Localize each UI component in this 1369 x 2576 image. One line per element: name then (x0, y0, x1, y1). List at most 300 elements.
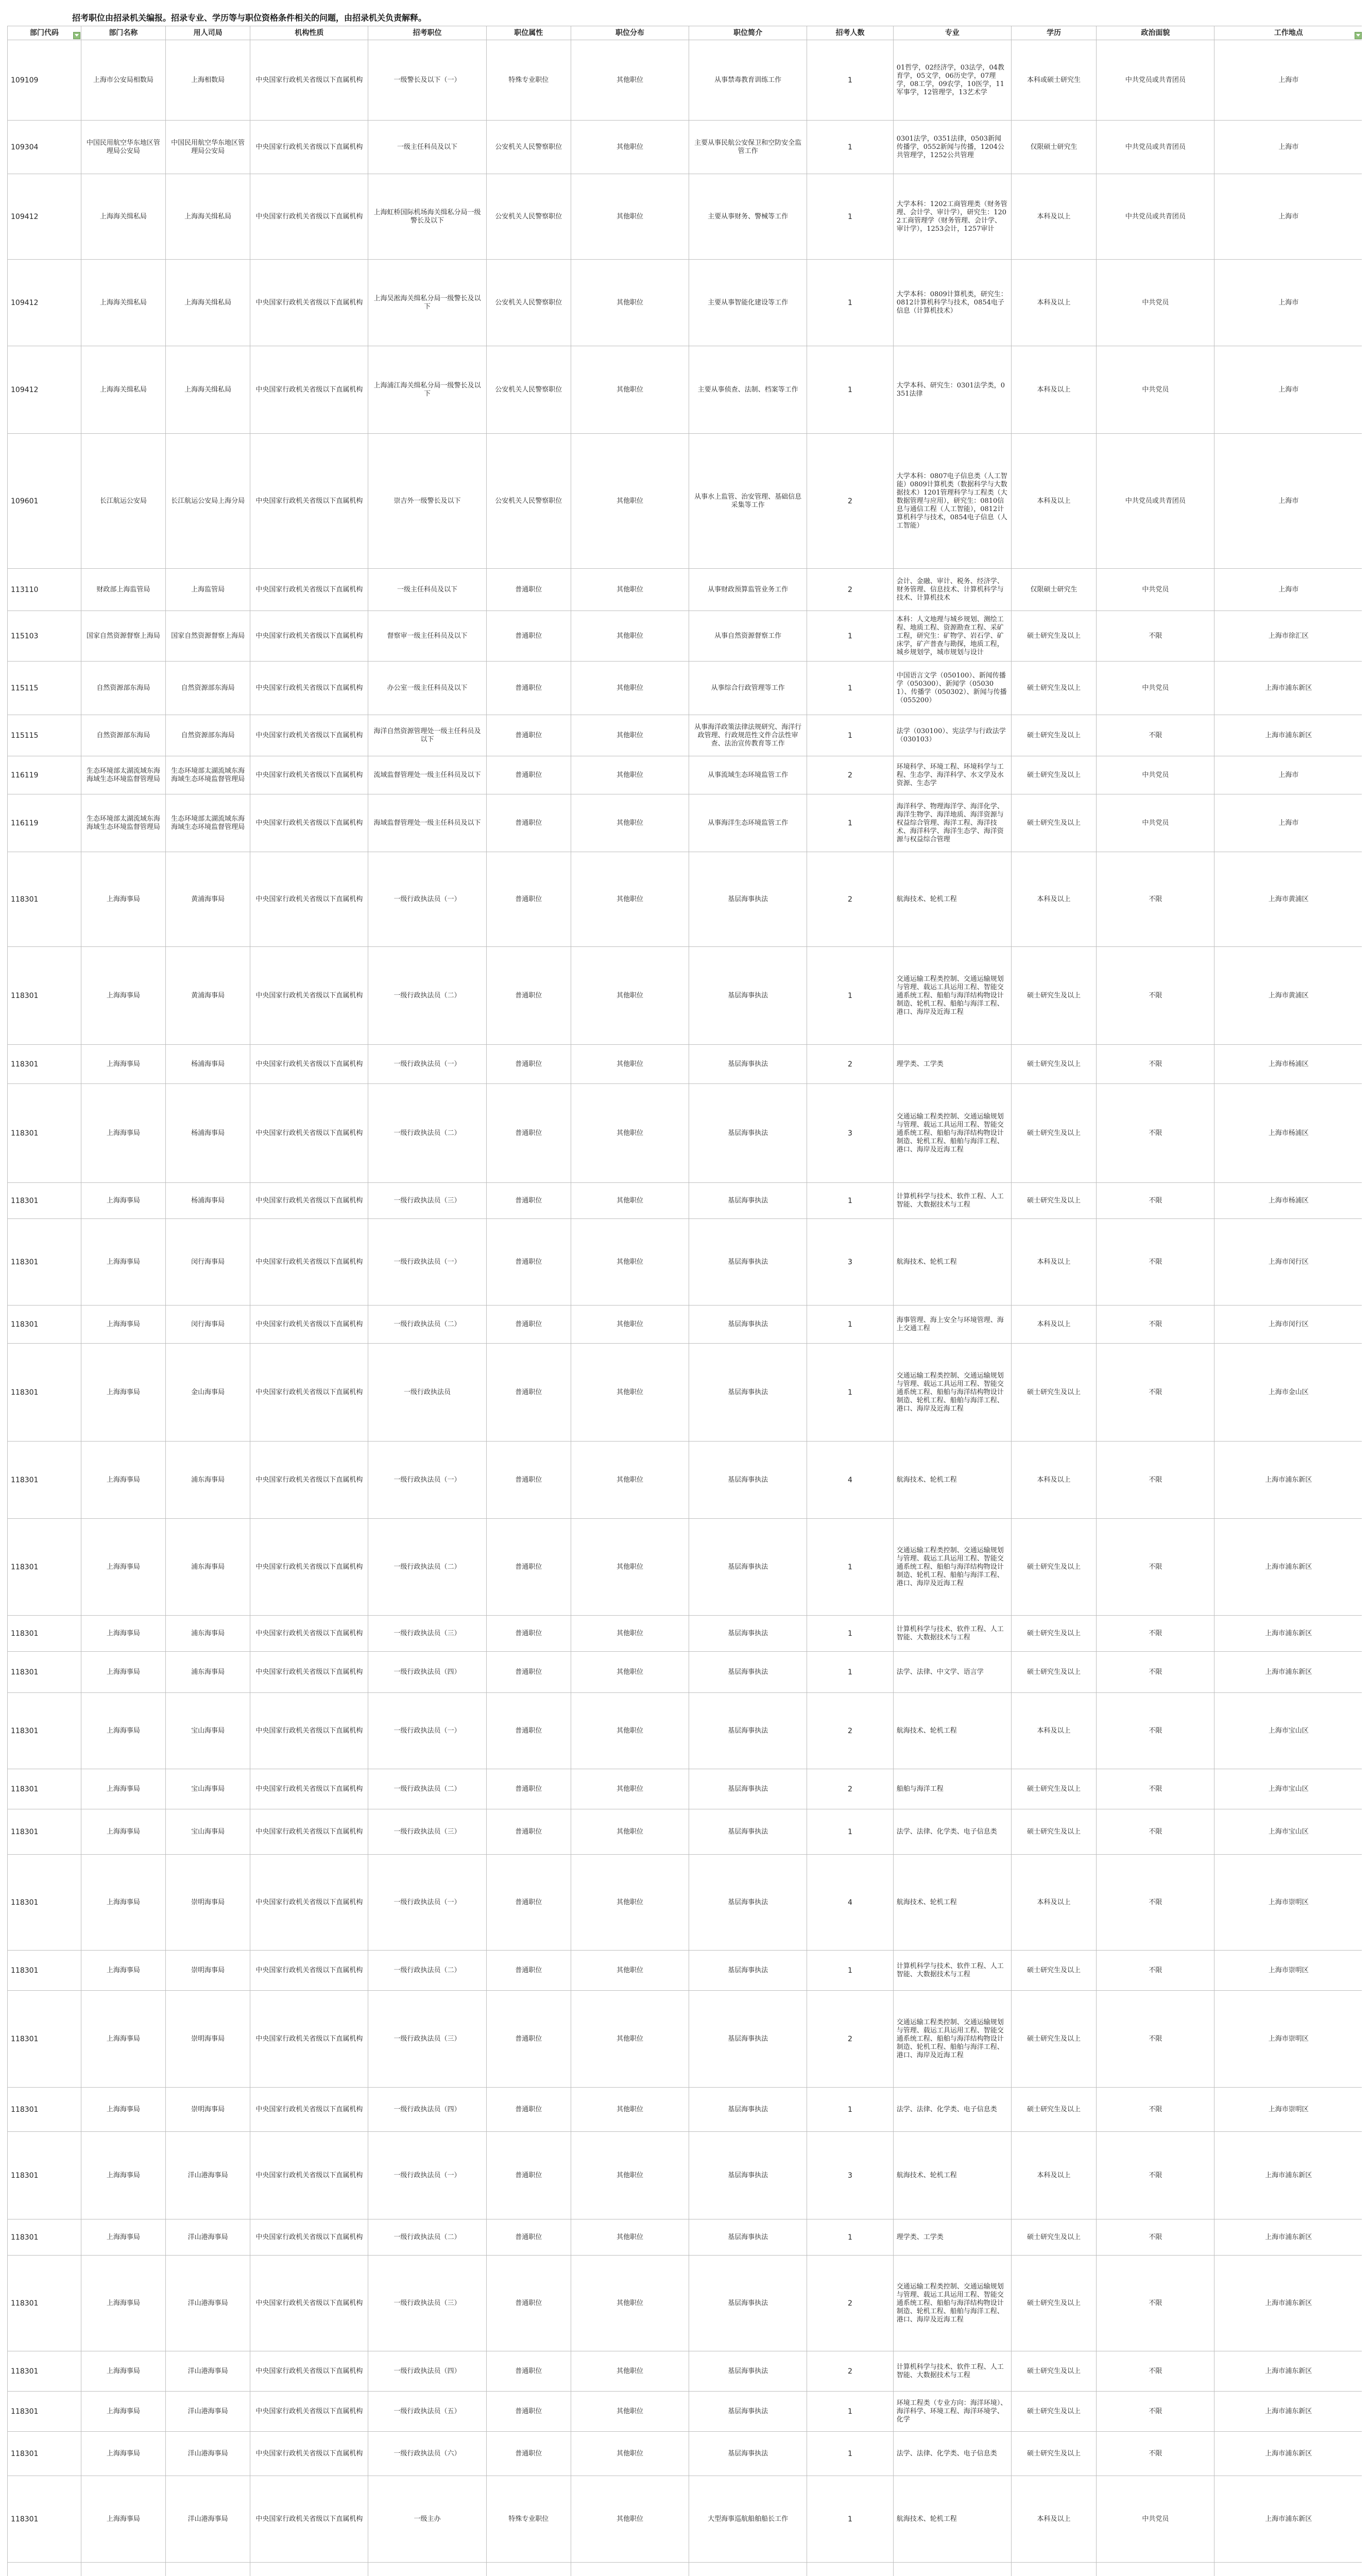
headcount-cell[interactable] (807, 2563, 894, 2576)
institution-type-cell[interactable]: 中央国家行政机关省级以下直属机构 (250, 611, 368, 662)
headcount-cell[interactable]: 1 (807, 40, 894, 121)
work-location-cell[interactable]: 上海市 (1214, 174, 1363, 260)
bureau-cell[interactable]: 崇明海事局 (165, 1951, 250, 1991)
department-name-cell[interactable]: 上海海事局 (81, 2432, 165, 2476)
bureau-cell[interactable]: 杨浦海事局 (165, 1045, 250, 1084)
political-status-cell[interactable] (1097, 2563, 1214, 2576)
position-intro-cell[interactable]: 主要从事侦查、法制、档案等工作 (689, 346, 807, 434)
headcount-cell[interactable]: 1 (807, 715, 894, 756)
work-location-cell[interactable]: 上海市浦东新区 (1214, 2476, 1363, 2563)
department-name-cell[interactable]: 上海海事局 (81, 2132, 165, 2219)
position-intro-cell[interactable]: 基层海事执法 (689, 1442, 807, 1519)
position-cell[interactable]: 一级行政执法员（三） (368, 1991, 486, 2088)
position-intro-cell[interactable]: 基层海事执法 (689, 2432, 807, 2476)
department-name-cell[interactable]: 上海海事局 (81, 2392, 165, 2432)
position-distribution-cell[interactable]: 其他职位 (571, 2392, 689, 2432)
position-intro-cell[interactable]: 基层海事执法 (689, 1084, 807, 1183)
major-cell[interactable]: 船舶与海洋工程 (893, 1769, 1011, 1809)
position-cell[interactable]: 督察审一级主任科员及以下 (368, 611, 486, 662)
major-cell[interactable]: 法学、法律、化学类、电子信息类 (893, 2432, 1011, 2476)
major-cell[interactable]: 航海技术、轮机工程 (893, 2476, 1011, 2563)
position-distribution-cell[interactable]: 其他职位 (571, 1991, 689, 2088)
major-cell[interactable]: 大学本科：0807电子信息类（人工智能）0809计算机类（数据科学与大数据技术）1201管理科学与工程类（大数据管理与应用），研究生：0810信息与通信工程（人工智能），0812计算机科学与技术，0854电子信息（人工智能） (893, 434, 1011, 569)
institution-type-cell[interactable]: 中央国家行政机关省级以下直属机构 (250, 1693, 368, 1769)
column-header[interactable]: 用人司局 (165, 26, 250, 40)
position-intro-cell[interactable]: 基层海事执法 (689, 1219, 807, 1306)
institution-type-cell[interactable]: 中央国家行政机关省级以下直属机构 (250, 1991, 368, 2088)
department-code-cell[interactable]: 118301 (8, 852, 81, 947)
position-attribute-cell[interactable]: 普通职位 (486, 1991, 571, 2088)
position-distribution-cell[interactable]: 其他职位 (571, 1183, 689, 1219)
bureau-cell[interactable]: 闵行海事局 (165, 1306, 250, 1344)
department-name-cell[interactable]: 上海海事局 (81, 1442, 165, 1519)
table-row[interactable] (8, 2351, 1363, 2392)
work-location-cell[interactable]: 上海市浦东新区 (1214, 1652, 1363, 1693)
department-code-cell[interactable] (8, 2563, 81, 2576)
position-intro-cell[interactable]: 基层海事执法 (689, 1616, 807, 1652)
work-location-cell[interactable]: 上海市浦东新区 (1214, 2256, 1363, 2351)
position-distribution-cell[interactable]: 其他职位 (571, 1519, 689, 1616)
work-location-cell[interactable]: 上海市浦东新区 (1214, 1442, 1363, 1519)
department-code-cell[interactable]: 109412 (8, 346, 81, 434)
bureau-cell[interactable]: 浦东海事局 (165, 1652, 250, 1693)
education-cell[interactable]: 本科及以上 (1011, 434, 1096, 569)
work-location-cell[interactable]: 上海市 (1214, 434, 1363, 569)
department-code-cell[interactable]: 115115 (8, 662, 81, 715)
position-attribute-cell[interactable]: 普通职位 (486, 1219, 571, 1306)
department-name-cell[interactable]: 上海市公安局相数局 (81, 40, 165, 121)
political-status-cell[interactable]: 不限 (1097, 611, 1214, 662)
table-row[interactable] (8, 569, 1363, 611)
political-status-cell[interactable]: 不限 (1097, 1693, 1214, 1769)
major-cell[interactable]: 航海技术、轮机工程 (893, 852, 1011, 947)
institution-type-cell[interactable]: 中央国家行政机关省级以下直属机构 (250, 2132, 368, 2219)
political-status-cell[interactable]: 不限 (1097, 2132, 1214, 2219)
department-name-cell[interactable]: 上海海事局 (81, 1616, 165, 1652)
column-header[interactable]: 招考人数 (807, 26, 894, 40)
table-row[interactable] (8, 2432, 1363, 2476)
department-code-cell[interactable]: 118301 (8, 1306, 81, 1344)
position-attribute-cell[interactable]: 普通职位 (486, 756, 571, 794)
institution-type-cell[interactable]: 中央国家行政机关省级以下直属机构 (250, 2256, 368, 2351)
position-distribution-cell[interactable]: 其他职位 (571, 2088, 689, 2132)
institution-type-cell[interactable]: 中央国家行政机关省级以下直属机构 (250, 2088, 368, 2132)
political-status-cell[interactable]: 不限 (1097, 1045, 1214, 1084)
headcount-cell[interactable]: 1 (807, 1306, 894, 1344)
department-name-cell[interactable]: 上海海事局 (81, 1693, 165, 1769)
headcount-cell[interactable]: 2 (807, 2256, 894, 2351)
position-cell[interactable]: 上海虹桥国际机场海关缉私分局一级警长及以下 (368, 174, 486, 260)
department-code-cell[interactable]: 118301 (8, 1652, 81, 1693)
position-intro-cell[interactable]: 基层海事执法 (689, 1045, 807, 1084)
department-name-cell[interactable]: 上海海事局 (81, 1183, 165, 1219)
department-code-cell[interactable]: 118301 (8, 947, 81, 1045)
position-cell[interactable]: 一级行政执法员（一） (368, 852, 486, 947)
headcount-cell[interactable]: 1 (807, 2392, 894, 2432)
position-distribution-cell[interactable]: 其他职位 (571, 1855, 689, 1951)
institution-type-cell[interactable]: 中央国家行政机关省级以下直属机构 (250, 40, 368, 121)
work-location-cell[interactable]: 上海市杨浦区 (1214, 1084, 1363, 1183)
bureau-cell[interactable]: 自然资源部东海局 (165, 715, 250, 756)
position-intro-cell[interactable]: 从事海洋政策法律法规研究、海洋行政管理、行政规范性文件合法性审查、法治宣传教育等工作 (689, 715, 807, 756)
political-status-cell[interactable]: 中共党员 (1097, 662, 1214, 715)
position-intro-cell[interactable]: 大型海事巡航船舶船长工作 (689, 2476, 807, 2563)
education-cell[interactable]: 硕士研究生及以上 (1011, 1951, 1096, 1991)
bureau-cell[interactable]: 浦东海事局 (165, 1519, 250, 1616)
headcount-cell[interactable]: 1 (807, 346, 894, 434)
political-status-cell[interactable]: 不限 (1097, 1809, 1214, 1855)
political-status-cell[interactable]: 中共党员 (1097, 346, 1214, 434)
institution-type-cell[interactable]: 中央国家行政机关省级以下直属机构 (250, 1442, 368, 1519)
department-name-cell[interactable]: 上海海事局 (81, 1519, 165, 1616)
institution-type-cell[interactable]: 中央国家行政机关省级以下直属机构 (250, 346, 368, 434)
major-cell[interactable]: 0301法学，0351法律，0503新闻传播学，0552新闻与传播，1204公共管理学，1252公共管理 (893, 121, 1011, 174)
education-cell[interactable]: 本科及以上 (1011, 174, 1096, 260)
column-header[interactable]: 政治面貌 (1097, 26, 1214, 40)
bureau-cell[interactable]: 上海相数局 (165, 40, 250, 121)
education-cell[interactable]: 仅限硕士研究生 (1011, 569, 1096, 611)
position-attribute-cell[interactable]: 公安机关人民警察职位 (486, 260, 571, 346)
department-code-cell[interactable]: 118301 (8, 2088, 81, 2132)
position-distribution-cell[interactable]: 其他职位 (571, 569, 689, 611)
position-attribute-cell[interactable]: 普通职位 (486, 1616, 571, 1652)
work-location-cell[interactable]: 上海市浦东新区 (1214, 2432, 1363, 2476)
political-status-cell[interactable]: 不限 (1097, 715, 1214, 756)
major-cell[interactable]: 交通运输工程类控制、交通运输规划与管理、载运工具运用工程、智能交通系统工程、船舶与海洋结构物设计制造、轮机工程、船舶与海洋工程、港口、海岸及近海工程 (893, 1991, 1011, 2088)
institution-type-cell[interactable]: 中央国家行政机关省级以下直属机构 (250, 569, 368, 611)
major-cell[interactable]: 计算机科学与技术、软件工程、人工智能、大数据技术与工程 (893, 1616, 1011, 1652)
work-location-cell[interactable]: 上海市宝山区 (1214, 1693, 1363, 1769)
education-cell[interactable]: 本科及以上 (1011, 260, 1096, 346)
major-cell[interactable]: 交通运输工程类控制、交通运输规划与管理、载运工具运用工程、智能交通系统工程、船舶与海洋结构物设计制造、轮机工程、船舶与海洋工程、港口、海岸及近海工程 (893, 2256, 1011, 2351)
table-row[interactable] (8, 1219, 1363, 1306)
department-name-cell[interactable]: 上海海事局 (81, 1219, 165, 1306)
political-status-cell[interactable]: 不限 (1097, 1616, 1214, 1652)
department-code-cell[interactable]: 115103 (8, 611, 81, 662)
position-distribution-cell[interactable]: 其他职位 (571, 2219, 689, 2256)
headcount-cell[interactable]: 1 (807, 2088, 894, 2132)
position-attribute-cell[interactable]: 普通职位 (486, 2088, 571, 2132)
department-code-cell[interactable]: 118301 (8, 1219, 81, 1306)
position-cell[interactable]: 一级主任科员及以下 (368, 569, 486, 611)
department-name-cell[interactable]: 自然资源部东海局 (81, 715, 165, 756)
education-cell[interactable]: 硕士研究生及以上 (1011, 2088, 1096, 2132)
major-cell[interactable]: 理学类、工学类 (893, 2219, 1011, 2256)
bureau-cell[interactable]: 金山海事局 (165, 1344, 250, 1442)
bureau-cell[interactable]: 浦东海事局 (165, 1616, 250, 1652)
bureau-cell[interactable]: 上海海关缉私局 (165, 174, 250, 260)
work-location-cell[interactable]: 上海市金山区 (1214, 1344, 1363, 1442)
position-cell[interactable]: 一级警长及以下（一） (368, 40, 486, 121)
table-row[interactable] (8, 756, 1363, 794)
position-cell[interactable]: 流域监督管理处一级主任科员及以下 (368, 756, 486, 794)
department-name-cell[interactable]: 上海海事局 (81, 1951, 165, 1991)
position-distribution-cell[interactable] (571, 2563, 689, 2576)
headcount-cell[interactable]: 2 (807, 1693, 894, 1769)
department-code-cell[interactable]: 115115 (8, 715, 81, 756)
department-code-cell[interactable]: 118301 (8, 2351, 81, 2392)
department-code-cell[interactable]: 118301 (8, 1809, 81, 1855)
position-distribution-cell[interactable]: 其他职位 (571, 1344, 689, 1442)
institution-type-cell[interactable]: 中央国家行政机关省级以下直属机构 (250, 1616, 368, 1652)
work-location-cell[interactable]: 上海市徐汇区 (1214, 611, 1363, 662)
education-cell[interactable]: 硕士研究生及以上 (1011, 1616, 1096, 1652)
major-cell[interactable] (893, 2563, 1011, 2576)
political-status-cell[interactable]: 不限 (1097, 1084, 1214, 1183)
political-status-cell[interactable]: 不限 (1097, 2256, 1214, 2351)
department-name-cell[interactable]: 财政部上海监管局 (81, 569, 165, 611)
position-attribute-cell[interactable]: 普通职位 (486, 1344, 571, 1442)
column-header[interactable]: 职位分布 (571, 26, 689, 40)
position-intro-cell[interactable]: 从事海洋生态环境监管工作 (689, 794, 807, 852)
bureau-cell[interactable]: 国家自然资源督察上海局 (165, 611, 250, 662)
work-location-cell[interactable]: 上海市 (1214, 121, 1363, 174)
institution-type-cell[interactable]: 中央国家行政机关省级以下直属机构 (250, 794, 368, 852)
position-cell[interactable]: 一级行政执法员（一） (368, 1045, 486, 1084)
department-code-cell[interactable]: 118301 (8, 2132, 81, 2219)
bureau-cell[interactable]: 崇明海事局 (165, 1855, 250, 1951)
table-row[interactable] (8, 662, 1363, 715)
department-code-cell[interactable]: 118301 (8, 1693, 81, 1769)
position-distribution-cell[interactable]: 其他职位 (571, 1045, 689, 1084)
position-intro-cell[interactable]: 基层海事执法 (689, 1652, 807, 1693)
position-distribution-cell[interactable]: 其他职位 (571, 1616, 689, 1652)
position-distribution-cell[interactable]: 其他职位 (571, 1951, 689, 1991)
department-code-cell[interactable]: 118301 (8, 1616, 81, 1652)
education-cell[interactable]: 硕士研究生及以上 (1011, 2392, 1096, 2432)
headcount-cell[interactable]: 3 (807, 1219, 894, 1306)
position-cell[interactable]: 一级主任科员及以下 (368, 121, 486, 174)
education-cell[interactable]: 硕士研究生及以上 (1011, 947, 1096, 1045)
political-status-cell[interactable]: 中共党员 (1097, 260, 1214, 346)
position-attribute-cell[interactable]: 普通职位 (486, 2392, 571, 2432)
table-row[interactable] (8, 2132, 1363, 2219)
table-row[interactable] (8, 611, 1363, 662)
position-attribute-cell[interactable]: 普通职位 (486, 2219, 571, 2256)
institution-type-cell[interactable]: 中央国家行政机关省级以下直属机构 (250, 260, 368, 346)
position-cell[interactable]: 一级行政执法员（一） (368, 1693, 486, 1769)
table-row[interactable] (8, 1951, 1363, 1991)
headcount-cell[interactable]: 1 (807, 2476, 894, 2563)
major-cell[interactable]: 法学、法律、化学类、电子信息类 (893, 2088, 1011, 2132)
position-intro-cell[interactable]: 基层海事执法 (689, 852, 807, 947)
position-cell[interactable] (368, 2563, 486, 2576)
headcount-cell[interactable]: 2 (807, 1991, 894, 2088)
political-status-cell[interactable]: 中共党员或共青团员 (1097, 174, 1214, 260)
position-cell[interactable]: 一级行政执法员（一） (368, 1442, 486, 1519)
position-distribution-cell[interactable]: 其他职位 (571, 2351, 689, 2392)
position-distribution-cell[interactable]: 其他职位 (571, 794, 689, 852)
department-code-cell[interactable]: 109109 (8, 40, 81, 121)
bureau-cell[interactable]: 洋山港海事局 (165, 2256, 250, 2351)
position-distribution-cell[interactable]: 其他职位 (571, 1652, 689, 1693)
political-status-cell[interactable]: 不限 (1097, 1183, 1214, 1219)
headcount-cell[interactable]: 2 (807, 1045, 894, 1084)
column-header[interactable]: 专业 (893, 26, 1011, 40)
major-cell[interactable]: 环境科学、环境工程、环境科学与工程、生态学、海洋科学、水文学及水资源、生态学 (893, 756, 1011, 794)
position-cell[interactable]: 一级行政执法员（三） (368, 1183, 486, 1219)
department-name-cell[interactable]: 上海海事局 (81, 1855, 165, 1951)
political-status-cell[interactable]: 不限 (1097, 1991, 1214, 2088)
department-name-cell[interactable]: 上海海事局 (81, 1652, 165, 1693)
position-distribution-cell[interactable]: 其他职位 (571, 1809, 689, 1855)
major-cell[interactable]: 计算机科学与技术、软件工程、人工智能、大数据技术与工程 (893, 1183, 1011, 1219)
table-row[interactable] (8, 852, 1363, 947)
work-location-cell[interactable]: 上海市闵行区 (1214, 1306, 1363, 1344)
political-status-cell[interactable]: 不限 (1097, 2219, 1214, 2256)
position-intro-cell[interactable]: 主要从事财务、警械等工作 (689, 174, 807, 260)
work-location-cell[interactable]: 上海市 (1214, 40, 1363, 121)
position-cell[interactable]: 一级行政执法员（二） (368, 1519, 486, 1616)
position-intro-cell[interactable]: 基层海事执法 (689, 2392, 807, 2432)
headcount-cell[interactable]: 1 (807, 662, 894, 715)
institution-type-cell[interactable]: 中央国家行政机关省级以下直属机构 (250, 756, 368, 794)
table-row[interactable] (8, 174, 1363, 260)
headcount-cell[interactable]: 1 (807, 611, 894, 662)
education-cell[interactable]: 本科及以上 (1011, 1855, 1096, 1951)
major-cell[interactable]: 法学、法律、化学类、电子信息类 (893, 1809, 1011, 1855)
position-attribute-cell[interactable]: 普通职位 (486, 852, 571, 947)
department-name-cell[interactable]: 上海海事局 (81, 1991, 165, 2088)
political-status-cell[interactable]: 不限 (1097, 2088, 1214, 2132)
table-row[interactable] (8, 947, 1363, 1045)
position-intro-cell[interactable]: 基层海事执法 (689, 1183, 807, 1219)
position-cell[interactable]: 一级行政执法员（三） (368, 1616, 486, 1652)
education-cell[interactable]: 硕士研究生及以上 (1011, 715, 1096, 756)
department-code-cell[interactable]: 118301 (8, 1519, 81, 1616)
department-name-cell[interactable]: 国家自然资源督察上海局 (81, 611, 165, 662)
department-name-cell[interactable]: 上海海事局 (81, 1084, 165, 1183)
headcount-cell[interactable]: 1 (807, 1951, 894, 1991)
position-distribution-cell[interactable]: 其他职位 (571, 1219, 689, 1306)
position-attribute-cell[interactable]: 普通职位 (486, 1084, 571, 1183)
table-row[interactable] (8, 1652, 1363, 1693)
bureau-cell[interactable]: 长江航运公安局上海分局 (165, 434, 250, 569)
position-intro-cell[interactable]: 基层海事执法 (689, 2088, 807, 2132)
headcount-cell[interactable]: 1 (807, 794, 894, 852)
major-cell[interactable]: 计算机科学与技术、软件工程、人工智能、大数据技术与工程 (893, 2351, 1011, 2392)
column-header[interactable]: 职位简介 (689, 26, 807, 40)
education-cell[interactable]: 硕士研究生及以上 (1011, 1045, 1096, 1084)
position-cell[interactable]: 一级行政执法员（一） (368, 1219, 486, 1306)
political-status-cell[interactable]: 不限 (1097, 947, 1214, 1045)
major-cell[interactable]: 航海技术、轮机工程 (893, 2132, 1011, 2219)
position-intro-cell[interactable]: 从事禁毒教育训练工作 (689, 40, 807, 121)
table-row[interactable] (8, 1084, 1363, 1183)
position-attribute-cell[interactable]: 普通职位 (486, 1519, 571, 1616)
education-cell[interactable]: 硕士研究生及以上 (1011, 1344, 1096, 1442)
education-cell[interactable]: 硕士研究生及以上 (1011, 1769, 1096, 1809)
department-code-cell[interactable]: 109412 (8, 260, 81, 346)
position-attribute-cell[interactable]: 公安机关人民警察职位 (486, 434, 571, 569)
position-intro-cell[interactable]: 从事自然资源督察工作 (689, 611, 807, 662)
work-location-cell[interactable]: 上海市杨浦区 (1214, 1045, 1363, 1084)
position-attribute-cell[interactable]: 普通职位 (486, 1306, 571, 1344)
institution-type-cell[interactable]: 中央国家行政机关省级以下直属机构 (250, 1652, 368, 1693)
department-name-cell[interactable]: 上海海事局 (81, 2351, 165, 2392)
bureau-cell[interactable]: 宝山海事局 (165, 1809, 250, 1855)
political-status-cell[interactable]: 不限 (1097, 1219, 1214, 1306)
table-row[interactable] (8, 40, 1363, 121)
education-cell[interactable]: 硕士研究生及以上 (1011, 1809, 1096, 1855)
position-attribute-cell[interactable]: 普通职位 (486, 947, 571, 1045)
department-code-cell[interactable]: 118301 (8, 1991, 81, 2088)
department-name-cell[interactable]: 上海海事局 (81, 947, 165, 1045)
position-cell[interactable]: 一级行政执法员（二） (368, 1769, 486, 1809)
position-cell[interactable]: 一级行政执法员（三） (368, 2256, 486, 2351)
institution-type-cell[interactable] (250, 2563, 368, 2576)
political-status-cell[interactable]: 不限 (1097, 1344, 1214, 1442)
department-name-cell[interactable]: 上海海事局 (81, 1344, 165, 1442)
table-row[interactable] (8, 2563, 1363, 2576)
table-row[interactable] (8, 1991, 1363, 2088)
major-cell[interactable]: 大学本科：0809计算机类，研究生：0812计算机科学与技术，0854电子信息（计算机技术） (893, 260, 1011, 346)
department-code-cell[interactable]: 109412 (8, 174, 81, 260)
position-distribution-cell[interactable]: 其他职位 (571, 611, 689, 662)
position-attribute-cell[interactable]: 普通职位 (486, 1855, 571, 1951)
table-row[interactable] (8, 260, 1363, 346)
position-intro-cell[interactable]: 基层海事执法 (689, 1693, 807, 1769)
bureau-cell[interactable]: 黄浦海事局 (165, 852, 250, 947)
education-cell[interactable]: 本科及以上 (1011, 1219, 1096, 1306)
education-cell[interactable]: 硕士研究生及以上 (1011, 662, 1096, 715)
position-distribution-cell[interactable]: 其他职位 (571, 40, 689, 121)
headcount-cell[interactable]: 1 (807, 174, 894, 260)
position-attribute-cell[interactable]: 特殊专业职位 (486, 2476, 571, 2563)
department-code-cell[interactable]: 118301 (8, 2476, 81, 2563)
department-code-cell[interactable]: 116119 (8, 794, 81, 852)
institution-type-cell[interactable]: 中央国家行政机关省级以下直属机构 (250, 2432, 368, 2476)
position-cell[interactable]: 一级行政执法员（二） (368, 1951, 486, 1991)
position-distribution-cell[interactable]: 其他职位 (571, 434, 689, 569)
table-row[interactable] (8, 1045, 1363, 1084)
work-location-cell[interactable]: 上海市黄浦区 (1214, 947, 1363, 1045)
position-cell[interactable]: 上海吴淞海关缉私分局一级警长及以下 (368, 260, 486, 346)
department-code-cell[interactable]: 109304 (8, 121, 81, 174)
education-cell[interactable]: 本科及以上 (1011, 1306, 1096, 1344)
table-row[interactable] (8, 2392, 1363, 2432)
work-location-cell[interactable]: 上海市浦东新区 (1214, 662, 1363, 715)
department-code-cell[interactable]: 118301 (8, 2392, 81, 2432)
position-cell[interactable]: 一级行政执法员（三） (368, 1809, 486, 1855)
political-status-cell[interactable]: 中共党员 (1097, 569, 1214, 611)
position-intro-cell[interactable]: 基层海事执法 (689, 1344, 807, 1442)
position-distribution-cell[interactable]: 其他职位 (571, 852, 689, 947)
position-cell[interactable]: 一级行政执法员（五） (368, 2392, 486, 2432)
position-distribution-cell[interactable]: 其他职位 (571, 947, 689, 1045)
table-row[interactable] (8, 715, 1363, 756)
position-distribution-cell[interactable]: 其他职位 (571, 1769, 689, 1809)
education-cell[interactable]: 硕士研究生及以上 (1011, 1519, 1096, 1616)
department-code-cell[interactable]: 116119 (8, 756, 81, 794)
table-row[interactable] (8, 794, 1363, 852)
political-status-cell[interactable]: 不限 (1097, 1855, 1214, 1951)
work-location-cell[interactable]: 上海市浦东新区 (1214, 1519, 1363, 1616)
education-cell[interactable]: 硕士研究生及以上 (1011, 2219, 1096, 2256)
political-status-cell[interactable]: 不限 (1097, 1652, 1214, 1693)
major-cell[interactable]: 航海技术、轮机工程 (893, 1693, 1011, 1769)
position-intro-cell[interactable]: 基层海事执法 (689, 2132, 807, 2219)
position-distribution-cell[interactable]: 其他职位 (571, 174, 689, 260)
bureau-cell[interactable]: 上海海关缉私局 (165, 346, 250, 434)
bureau-cell[interactable] (165, 2563, 250, 2576)
major-cell[interactable]: 本科：人文地理与城乡规划、测绘工程、地质工程、资源勘查工程、采矿工程，研究生：矿物学、岩石学、矿床学，矿产普查与勘探，地质工程，城乡规划学，城市规划与设计 (893, 611, 1011, 662)
position-intro-cell[interactable]: 主要从事民航公安保卫和空防安全监管工作 (689, 121, 807, 174)
position-intro-cell[interactable]: 基层海事执法 (689, 1951, 807, 1991)
bureau-cell[interactable]: 上海监管局 (165, 569, 250, 611)
department-name-cell[interactable]: 生态环境部太湖流域东海海域生态环境监督管理局 (81, 756, 165, 794)
headcount-cell[interactable]: 4 (807, 1855, 894, 1951)
